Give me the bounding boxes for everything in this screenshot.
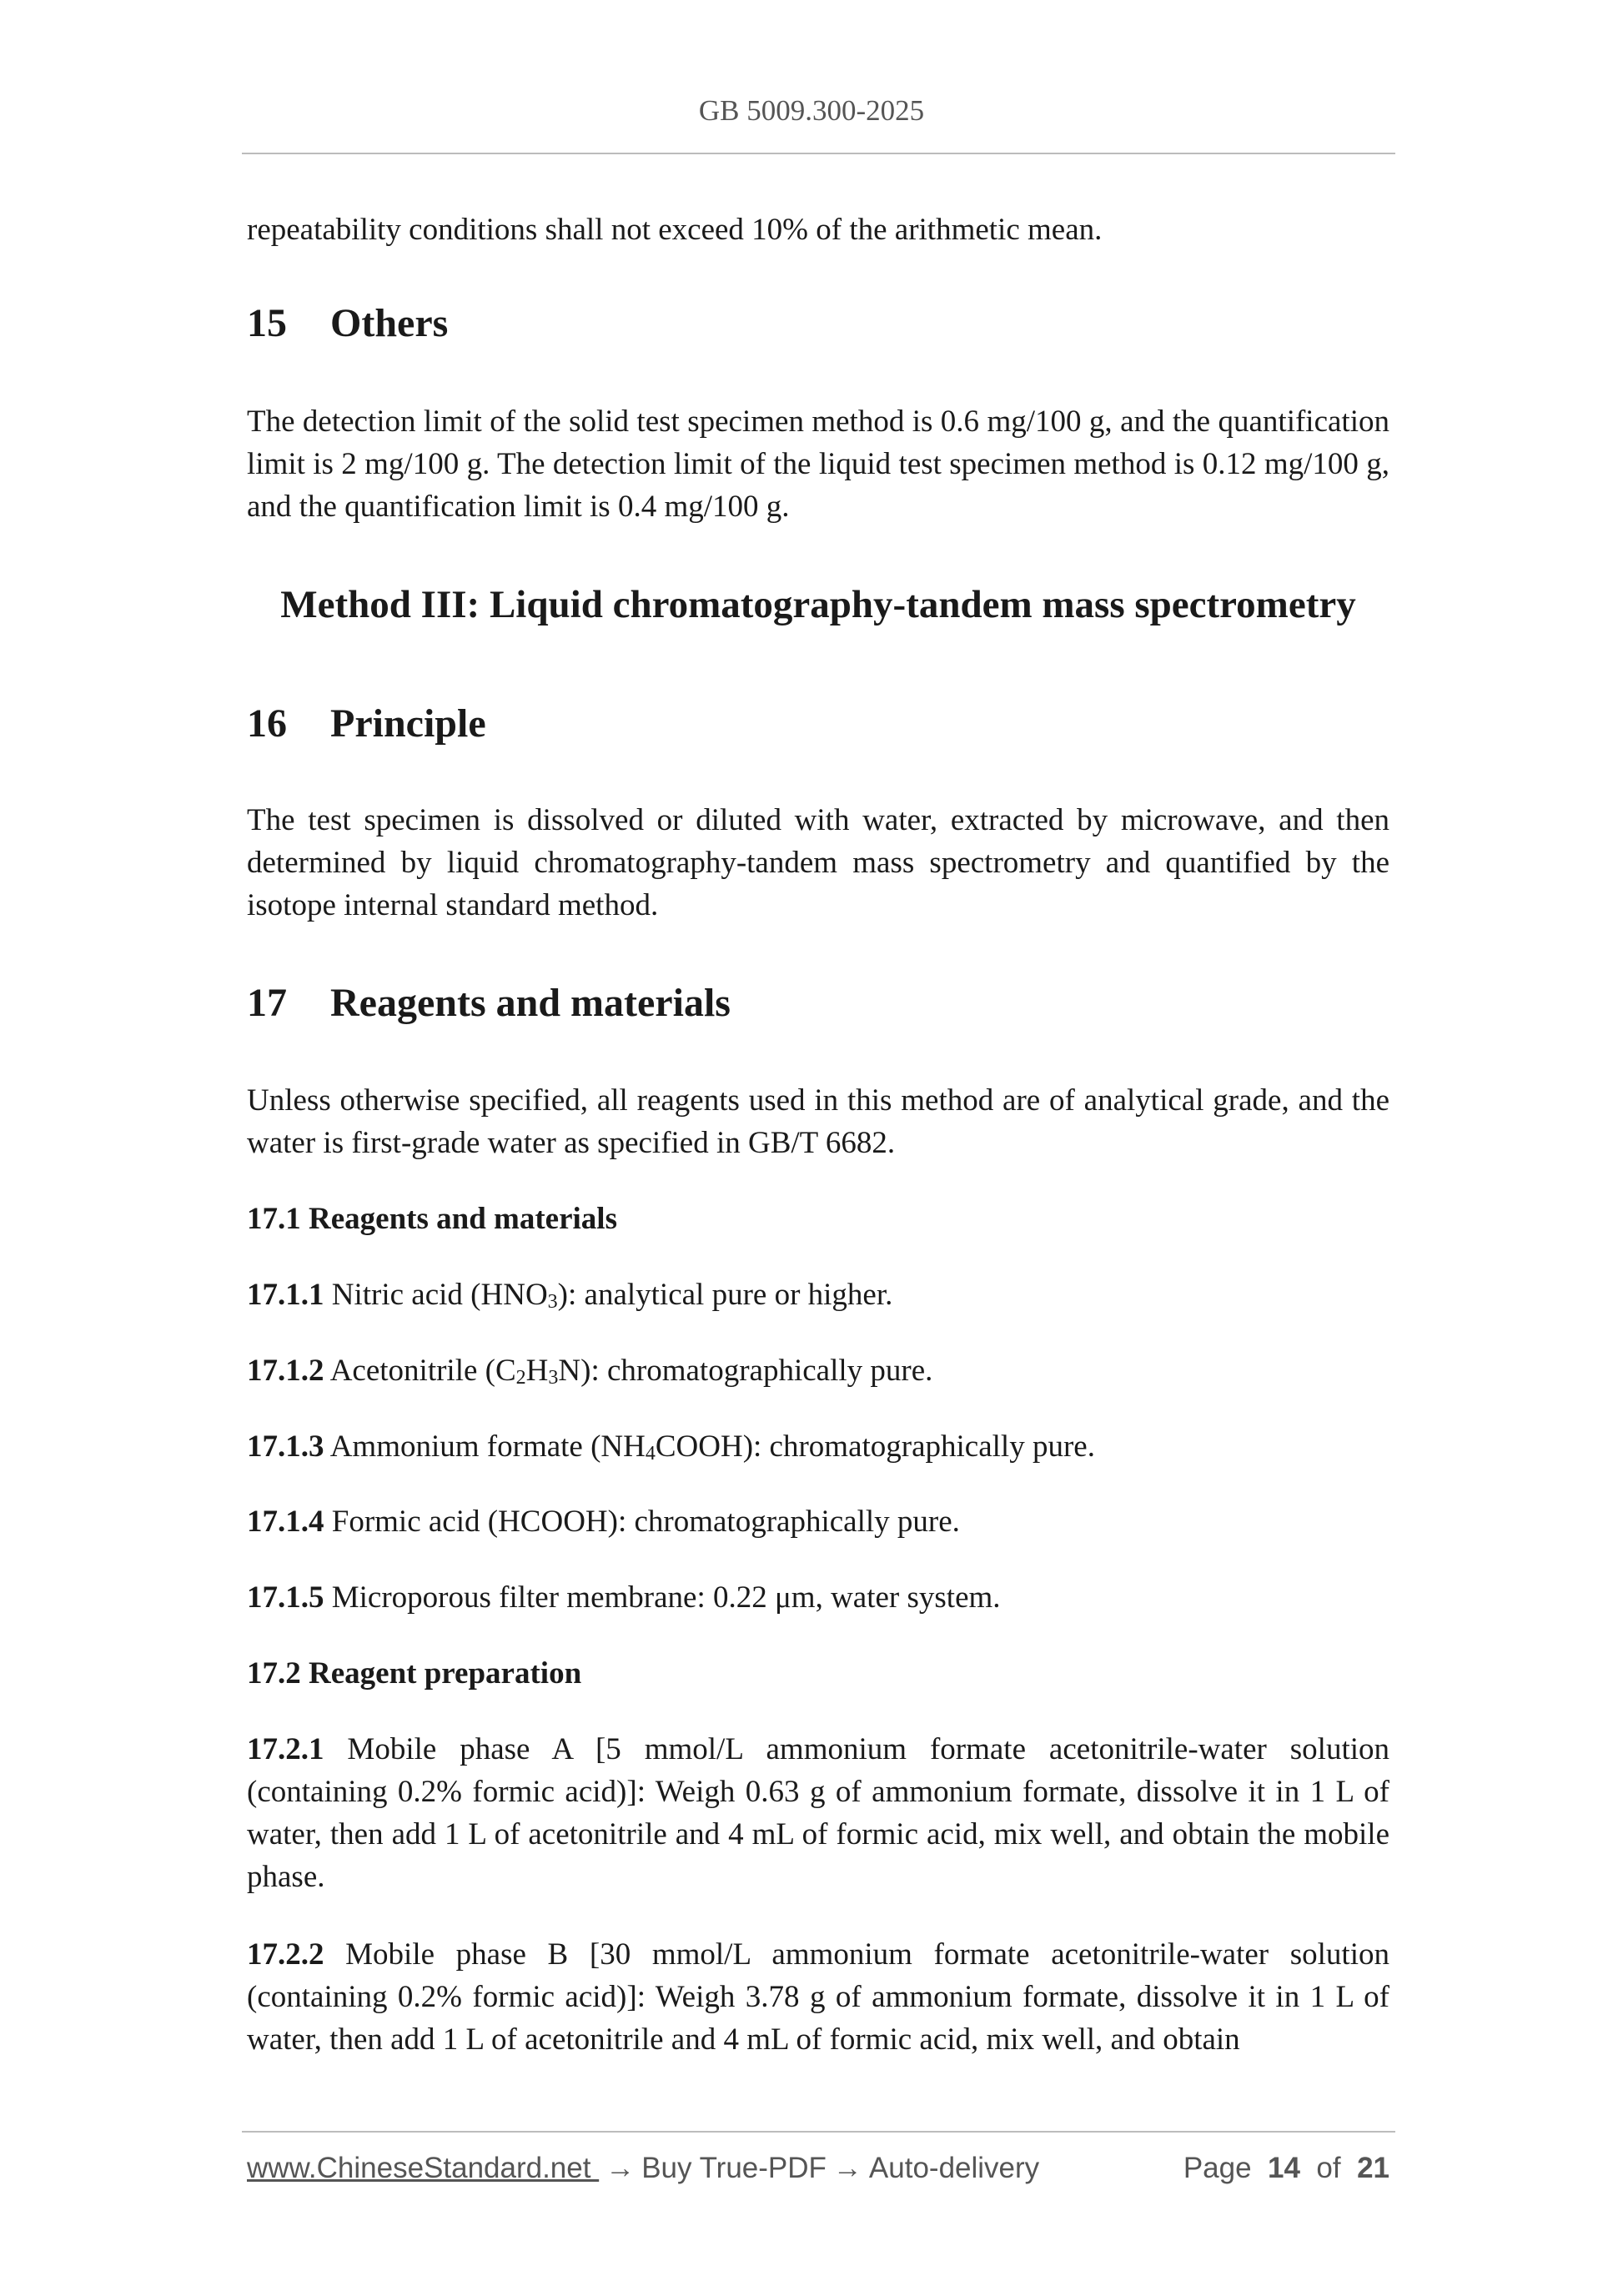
- paragraph-reagents-intro: Unless otherwise specified, all reagents used in this method are of analytical grade, and the water is first-grade water as specified in GB/T 6682.: [247, 1083, 1389, 1160]
- section-15-title: Others: [330, 301, 449, 345]
- subsection-17-2-heading: 17.2 Reagent preparation: [247, 1656, 582, 1691]
- item-17-1-3-text: Ammonium formate (NH: [324, 1429, 646, 1464]
- item-17-1-3-subscript: 4: [645, 1443, 656, 1465]
- arrow-right-icon: →: [832, 2152, 862, 2184]
- page-footer: [247, 2152, 1389, 2193]
- header-rule: [242, 153, 1395, 154]
- item-17-1-1-text: Nitric acid (HNO: [324, 1278, 548, 1312]
- paragraph-principle: The test specimen is dissolved or diluted with water, extracted by microwave, and then determined by liquid chromatography-tandem mass spectrometry and quantified by the isotope internal standard method.: [247, 803, 1389, 922]
- item-17-1-5: [247, 1576, 1389, 1619]
- total-pages-number: 21: [1357, 2152, 1389, 2184]
- footer-rule: [242, 2131, 1395, 2133]
- item-17-1-1-number: 17.1.1: [247, 1278, 324, 1312]
- page-label: Page: [1183, 2152, 1252, 2184]
- arrow-right-icon: →: [605, 2152, 636, 2184]
- item-17-1-2: [247, 1349, 1389, 1392]
- chinesestandard-link[interactable]: www.ChineseStandard.net: [247, 2152, 600, 2184]
- section-17-heading: [247, 978, 1389, 1028]
- item-17-1-2-text-end: N): chromatographically pure.: [558, 1354, 933, 1388]
- page-indicator: [1183, 2152, 1389, 2185]
- footer-links: [247, 2152, 1039, 2185]
- item-17-1-5-number: 17.1.5: [247, 1580, 324, 1615]
- item-17-2-2: [247, 1933, 1389, 2061]
- item-17-2-1: [247, 1728, 1389, 1898]
- item-17-1-1-subscript: 3: [547, 1291, 558, 1313]
- item-17-1-3-text-end: COOH): chromatographically pure.: [655, 1429, 1095, 1464]
- section-15-heading: [247, 299, 1389, 349]
- item-17-1-2-subscript-2: 3: [548, 1367, 559, 1389]
- item-17-1-2-subscript-1: 2: [515, 1367, 526, 1389]
- item-17-1-2-text-mid: H: [525, 1354, 549, 1388]
- item-17-1-5-text: Microporous filter membrane: 0.22 μm, water system.: [324, 1580, 1001, 1615]
- item-17-1-3-number: 17.1.3: [247, 1429, 324, 1464]
- section-16-number: 16: [247, 701, 287, 746]
- subsection-17-1-heading: 17.1 Reagents and materials: [247, 1202, 617, 1236]
- auto-delivery-text: Auto-delivery: [868, 2152, 1040, 2184]
- item-17-1-4-number: 17.1.4: [247, 1505, 324, 1539]
- item-17-1-4-text: Formic acid (HCOOH): chromatographically pure.: [324, 1505, 960, 1539]
- section-16-title: Principle: [330, 701, 486, 746]
- item-17-1-2-text: Acetonitrile (C: [324, 1354, 516, 1388]
- item-17-2-2-number: 17.2.2: [247, 1937, 324, 1972]
- header-standard-number: GB 5009.300-2025: [698, 94, 925, 127]
- current-page-number: 14: [1268, 2152, 1300, 2184]
- item-17-2-2-text: Mobile phase B [30 mmol/L ammonium formate acetonitrile-water solution (containing 0.2% formic acid)]: Weigh 3.78 g of ammonium formate, dissolve it in 1 L of water, then add 1 L of acetonitrile and 4 mL of formic acid, mix well, and obtain: [247, 1937, 1389, 2057]
- item-17-1-4: [247, 1500, 1389, 1543]
- paragraph-repeatability: repeatability conditions shall not exceed 10% of the arithmetic mean.: [247, 213, 1103, 247]
- section-16-heading: [247, 699, 1389, 749]
- section-15-number: 15: [247, 301, 287, 345]
- section-17-number: 17: [247, 981, 287, 1025]
- item-17-1-1: [247, 1274, 1389, 1316]
- method-iii-title: Method III: Liquid chromatography-tandem mass spectrometry: [280, 583, 1356, 626]
- paragraph-others: The detection limit of the solid test specimen method is 0.6 mg/100 g, and the quantification limit is 2 mg/100 g. The detection limit of the liquid test specimen method is 0.12 mg/100 g, and the quantification limit is 0.4 mg/100 g.: [247, 404, 1389, 524]
- buy-true-pdf-text: Buy True-PDF: [641, 2152, 827, 2184]
- of-label: of: [1316, 2152, 1341, 2184]
- section-17-title: Reagents and materials: [330, 981, 731, 1025]
- item-17-2-1-text: Mobile phase A [5 mmol/L ammonium formate acetonitrile-water solution (containing 0.2% formic acid)]: Weigh 0.63 g of ammonium formate, dissolve it in 1 L of water, then add 1 L of acetonitrile and 4 mL of formic acid, mix well, and obtain the mobile phase.: [247, 1732, 1389, 1894]
- item-17-1-3: [247, 1425, 1389, 1468]
- item-17-2-1-number: 17.2.1: [247, 1732, 324, 1766]
- item-17-1-2-number: 17.1.2: [247, 1354, 324, 1388]
- item-17-1-1-text-end: ): analytical pure or higher.: [557, 1278, 893, 1312]
